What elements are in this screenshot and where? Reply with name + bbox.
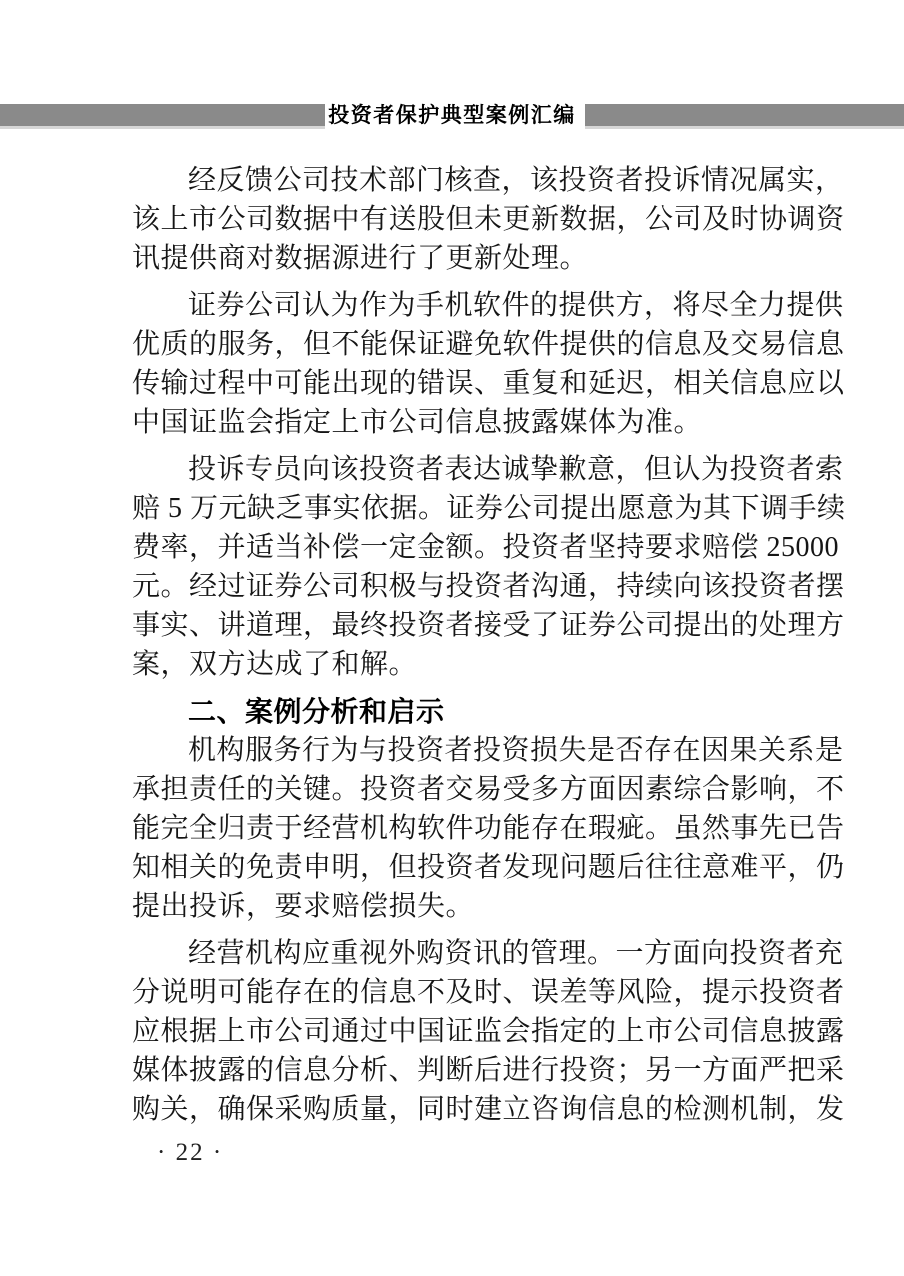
text-line: 机构服务行为与投资者投资损失是否存在因果关系是 [188, 735, 844, 766]
text-line: 二、案例分析和启示 [188, 696, 445, 727]
text-line: 经营机构应重视外购资讯的管理。一方面向投资者充 [188, 938, 844, 969]
text-line: 元。经过证券公司积极与投资者沟通，持续向该投资者摆 [132, 571, 845, 602]
text-line: 媒体披露的信息分析、判断后进行投资；另一方面严把采 [132, 1055, 845, 1086]
paragraph [132, 731, 845, 926]
text-line: 能完全归责于经营机构软件功能存在瑕疵。虽然事先已告 [132, 813, 845, 844]
text-line: 费率，并适当补偿一定金额。投资者坚持要求赔偿 25000 [132, 532, 840, 563]
text-line: 购关，确保采购质量，同时建立咨询信息的检测机制，发 [132, 1094, 845, 1125]
text-line: 传输过程中可能出现的错误、重复和延迟，相关信息应以 [132, 368, 845, 399]
paragraph [132, 161, 845, 278]
text-line: 赔 5 万元缺乏事实依据。证券公司提出愿意为其下调手续 [132, 493, 846, 524]
text-line: 讯提供商对数据源进行了更新处理。 [132, 243, 589, 274]
page-number: · 22 · [157, 1139, 224, 1166]
text-line: 应根据上市公司通过中国证监会指定的上市公司信息披露 [132, 1016, 845, 1047]
text-line: 分说明可能存在的信息不及时、误差等风险，提示投资者 [132, 977, 845, 1008]
text-line: 案，双方达成了和解。 [132, 649, 418, 680]
text-line: 知相关的免责申明，但投资者发现问题后往往意难平，仍 [132, 852, 845, 883]
text-line: 经反馈公司技术部门核查，该投资者投诉情况属实， [188, 165, 844, 196]
text-line: 优质的服务，但不能保证避免软件提供的信息及交易信息 [132, 329, 845, 360]
header-rule-right [585, 104, 904, 129]
paragraph [132, 934, 845, 1129]
text-line: 承担责任的关键。投资者交易受多方面因素综合影响，不 [132, 774, 845, 805]
running-head-title: 投资者保护典型案例汇编 [328, 104, 576, 127]
text-line: 投诉专员向该投资者表达诚挚歉意，但认为投资者索 [188, 454, 844, 485]
paragraph [132, 286, 845, 442]
text-line: 中国证监会指定上市公司信息披露媒体为准。 [132, 407, 703, 438]
text-line: 事实、讲道理，最终投资者接受了证券公司提出的处理方 [132, 610, 845, 641]
page-body [132, 161, 846, 1129]
text-line: 该上市公司数据中有送股但未更新数据，公司及时协调资 [132, 204, 845, 235]
section-heading [132, 692, 804, 731]
text-line: 提出投诉，要求赔偿损失。 [132, 891, 475, 922]
paragraph [132, 450, 846, 684]
text-line: 证券公司认为作为手机软件的提供方，将尽全力提供 [188, 290, 844, 321]
